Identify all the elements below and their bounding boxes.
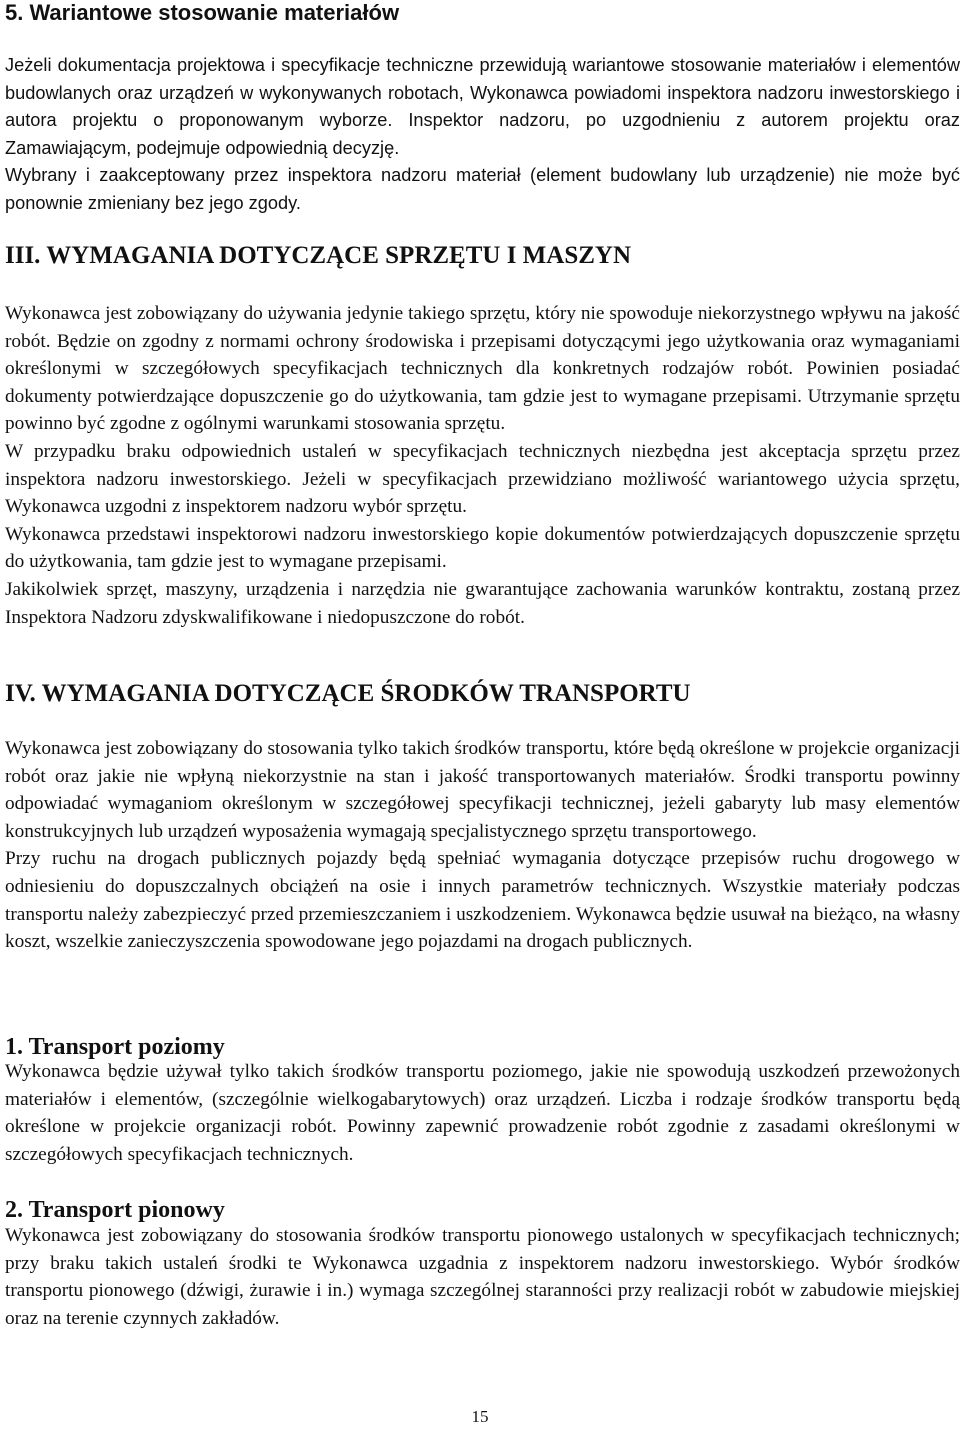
page-number: 15 bbox=[471, 1407, 489, 1426]
transport-vertical-paragraph: Wykonawca jest zobowiązany do stosowania środków transportu pionowego ustalonych w specyfikacjach technicznych; przy braku takich ustaleń środki te Wykonawca uzgadnia z inspektorem nadzoru inwestorskiego. Wybór środków transportu pionowego (dźwigi, żurawie i in.) wymaga szczególnej staranności przy realizacji robót w zabudowie miejskiej oraz na terenie czynnych zakładów. bbox=[5, 1225, 960, 1329]
section-iii-paragraph-3: Wykonawca przedstawi inspektorowi nadzoru inwestorskiego kopie dokumentów potwierdzających dopuszczenie sprzętu do użytkowania, tam gdzie jest to wymagane przepisami. bbox=[5, 523, 960, 573]
section-iv-paragraph-1: Wykonawca jest zobowiązany do stosowania tylko takich środków transportu, które będą określone w projekcie organizacji robót oraz jakie nie wpłyną niekorzystnie na stan i jakość transportowanych materiałów. Środki transportu powinny odpowiadać wymaganiom określonym w szczegółowej specyfikacji technicznej, jeżeli gabaryty lub masy elementów konstrukcyjnych lub urządzeń wyposażenia wymagają specjalistycznego sprzętu transportowego. bbox=[5, 738, 960, 842]
section-iii-heading: III. WYMAGANIA DOTYCZĄCE SPRZĘTU I MASZYN bbox=[5, 242, 632, 269]
transport-vertical-body bbox=[5, 1222, 960, 1332]
section-iii-body bbox=[5, 300, 960, 631]
section-5-paragraph-1: Jeżeli dokumentacja projektowa i specyfikacje techniczne przewidują wariantowe stosowanie materiałów i elementów budowlanych oraz urządzeń w wykonywanych robotach, Wykonawca powiadomi inspektora nadzoru inwestorskiego i autora projektu o proponowanym wyborze. Inspektor nadzoru, po uzgodnieniu z autorem projektu oraz Zamawiającym, podejmuje odpowiednią decyzję. bbox=[5, 55, 960, 158]
section-iv-body bbox=[5, 735, 960, 956]
section-iii-paragraph-1: Wykonawca jest zobowiązany do używania jedynie takiego sprzętu, który nie spowoduje niekorzystnego wpływu na jakość robót. Będzie on zgodny z normami ochrony środowiska i przepisami dotyczącymi jego użytkowania oraz wymaganiami określonymi w szczegółowych specyfikacjach technicznych dla konkretnych rodzajów robót. Powinien posiadać dokumenty potwierdzające dopuszczenie go do użytkowania, tam gdzie jest to wymagane przepisami. Utrzymanie sprzętu powinno być zgodne z ogólnymi warunkami stosowania sprzętu. bbox=[5, 303, 960, 435]
section-iv-paragraph-2: Przy ruchu na drogach publicznych pojazdy będą spełniać wymagania dotyczące przepisów ruchu drogowego w odniesieniu do dopuszczalnych obciążeń na osie i innych parametrów technicznych. Wszystkie materiały podczas transportu należy zabezpieczyć przed przemieszczaniem i uszkodzeniem. Wykonawca będzie usuwał na bieżąco, na własny koszt, wszelkie zanieczyszczenia spowodowane jego pojazdami na drogach publicznych. bbox=[5, 848, 960, 953]
section-5-paragraph-2: Wybrany i zaakceptowany przez inspektora nadzoru materiał (element budowlany lub urządzenie) nie może być ponownie zmieniany bez jego zgody. bbox=[5, 165, 960, 213]
section-5-body bbox=[5, 52, 960, 217]
section-5-heading: 5. Wariantowe stosowanie materiałów bbox=[5, 0, 400, 25]
transport-horizontal-paragraph: Wykonawca będzie używał tylko takich środków transportu poziomego, jakie nie spowodują uszkodzeń przewożonych materiałów i elementów, (szczególnie wielkogabarytowych) oraz urządzeń. Liczba i rodzaje środków transportu będą określone w projekcie organizacji robót. Powinny zapewnić prowadzenie robót zgodnie z zasadami określonymi w szczegółowych specyfikacjach technicznych. bbox=[5, 1061, 960, 1165]
section-iii-paragraph-4: Jakikolwiek sprzęt, maszyny, urządzenia i narzędzia nie gwarantujące zachowania warunków kontraktu, zostaną przez Inspektora Nadzoru zdyskwalifikowane i niedopuszczone do robót. bbox=[5, 578, 960, 628]
transport-horizontal-heading: 1. Transport poziomy bbox=[5, 1034, 225, 1060]
transport-vertical-heading: 2. Transport pionowy bbox=[5, 1197, 225, 1223]
section-iv-heading: IV. WYMAGANIA DOTYCZĄCE ŚRODKÓW TRANSPORTU bbox=[5, 680, 691, 707]
transport-horizontal-body bbox=[5, 1058, 960, 1168]
section-iii-paragraph-2: W przypadku braku odpowiednich ustaleń w specyfikacjach technicznych niezbędna jest akceptacja sprzętu przez inspektora nadzoru inwestorskiego. Jeżeli w specyfikacjach przewidziano możliwość wariantowego użycia sprzętu, Wykonawca uzgodni z inspektorem nadzoru wybór sprzętu. bbox=[5, 440, 960, 518]
